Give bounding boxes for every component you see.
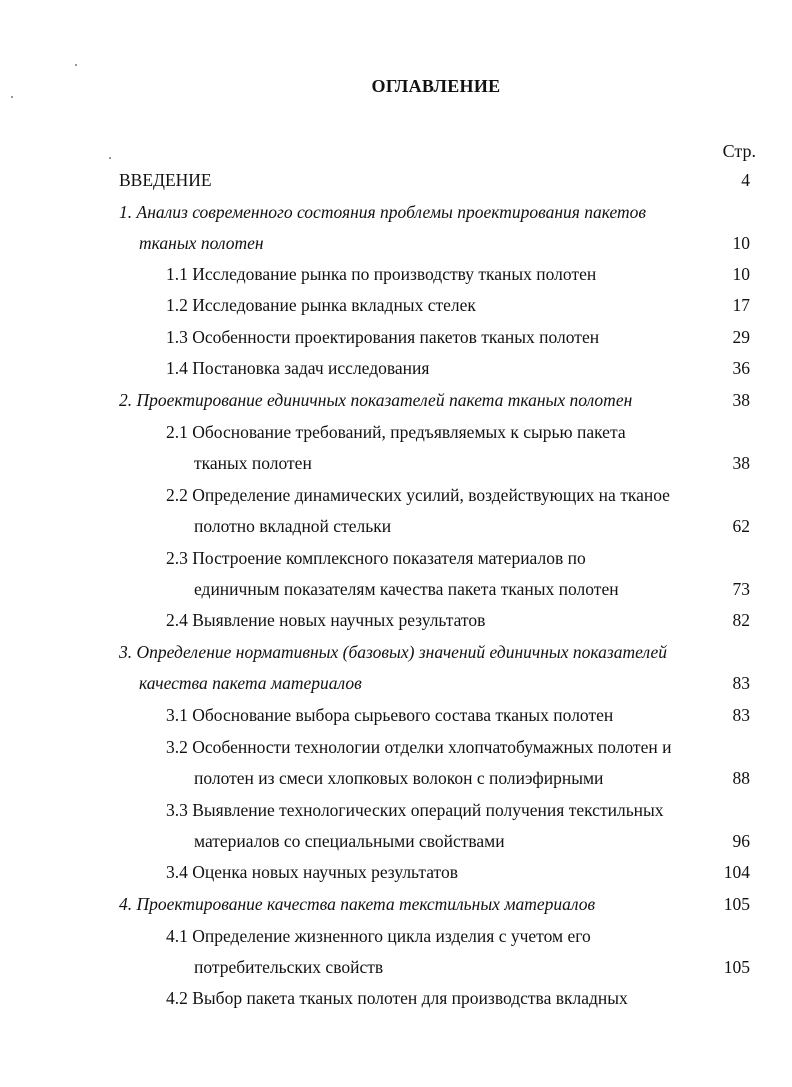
page-title: ОГЛАВЛЕНИЕ	[371, 76, 501, 96]
toc-entry-page: 82	[732, 610, 750, 630]
toc-entry-page	[690, 480, 750, 511]
toc-entry-text: единичным показателям качества пакета тканых полотен	[194, 579, 619, 599]
toc-entry-text: 1.1 Исследование рынка по производству тканых полотен	[166, 264, 597, 284]
toc-entry-page: 29	[732, 327, 750, 347]
toc-entry-text: 2. Проектирование единичных показателей пакета тканых полотен	[119, 390, 633, 410]
toc-entry-page: 83	[732, 673, 750, 693]
toc-entry-text: 3.4 Оценка новых научных результатов	[166, 862, 458, 882]
toc-entry-page	[690, 417, 750, 448]
toc-entry-text: 4. Проектирование качества пакета текстильных материалов	[119, 894, 596, 914]
toc-entry-text: 4.2 Выбор пакета тканых полотен для производства вкладных	[166, 988, 628, 1008]
toc-entry-page	[690, 543, 750, 574]
page-column-label: Стр.	[722, 141, 756, 161]
scan-speck	[109, 157, 111, 159]
toc-entry-text: полотен из смеси хлопковых волокон с полиэфирными	[194, 768, 604, 788]
toc-entry-text: 3.3 Выявление технологических операций получения текстильных	[166, 800, 664, 820]
toc-entry-text: 2.3 Построение комплексного показателя материалов по	[166, 548, 586, 568]
toc-entry-page: 4	[741, 170, 750, 190]
toc-entry-text: 2.1 Обоснование требований, предъявляемых к сырью пакета	[166, 422, 626, 442]
toc-entry-text: 2.4 Выявление новых научных результатов	[166, 610, 486, 630]
toc-entry-text: 3. Определение нормативных (базовых) значений единичных показателей	[119, 642, 668, 662]
toc-entry-page: 38	[732, 390, 750, 410]
toc-entry-text: тканых полотен	[139, 233, 264, 253]
toc-entry-text: 3.2 Особенности технологии отделки хлопчатобумажных полотен и	[166, 737, 672, 757]
toc-entry-page: 17	[732, 295, 750, 315]
toc-entry-text: 1.2 Исследование рынка вкладных стелек	[166, 295, 476, 315]
scan-speck	[11, 96, 13, 98]
toc-entry-text: потребительских свойств	[194, 957, 384, 977]
toc-entry-page	[690, 795, 750, 826]
toc-entry-text: ВВЕДЕНИЕ	[119, 170, 212, 190]
toc-entry-text: 1. Анализ современного состояния проблемы проектирования пакетов	[119, 202, 647, 222]
toc-entry-page: 36	[732, 358, 750, 378]
toc-entry-page: 88	[732, 768, 750, 788]
toc-entry-text: 3.1 Обоснование выбора сырьевого состава тканых полотен	[166, 705, 614, 725]
toc-entry-text: тканых полотен	[194, 453, 312, 473]
toc-entry-page: 105	[723, 957, 750, 977]
toc-entry-page	[690, 197, 750, 228]
toc-entry-page: 105	[723, 894, 750, 914]
toc-entry-page: 96	[732, 831, 750, 851]
toc-entry-text: качества пакета материалов	[139, 673, 362, 693]
toc-entry-page	[690, 732, 750, 763]
toc-entry-page: 38	[732, 453, 750, 473]
toc-entry-page: 10	[732, 233, 750, 253]
toc-entry-text: 1.3 Особенности проектирования пакетов тканых полотен	[166, 327, 600, 347]
toc-entry-page	[690, 637, 750, 668]
toc-entry-page: 73	[732, 579, 750, 599]
toc-entry-text: 4.1 Определение жизненного цикла изделия с учетом его	[166, 926, 591, 946]
toc-entry-page	[690, 983, 750, 1014]
toc-entry-page	[690, 921, 750, 952]
toc-entry-page: 62	[732, 516, 750, 536]
toc-entry-text: полотно вкладной стельки	[194, 516, 392, 536]
toc-entry-text: материалов со специальными свойствами	[194, 831, 505, 851]
scan-speck	[75, 64, 77, 66]
toc-entry-text: 1.4 Постановка задач исследования	[166, 358, 430, 378]
toc-entry-text: 2.2 Определение динамических усилий, воздействующих на тканое	[166, 485, 670, 505]
toc-entry-page: 10	[732, 264, 750, 284]
toc-entry-page: 104	[723, 862, 750, 882]
toc-entry-page: 83	[732, 705, 750, 725]
